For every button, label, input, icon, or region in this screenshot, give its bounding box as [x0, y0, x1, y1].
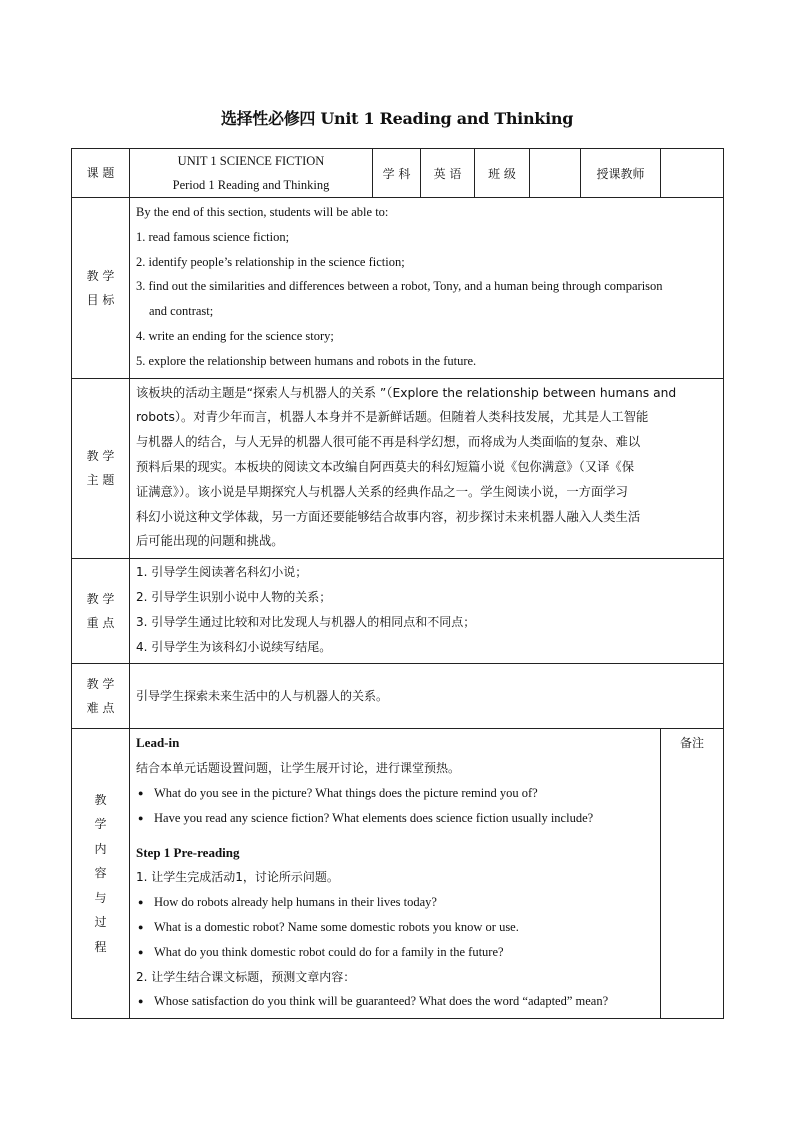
- theme-line: 与机器人的结合，与人无异的机器人很可能不再是科学幻想，而将成为人类面临的复杂、难以: [136, 435, 641, 450]
- teacher-value: [661, 149, 724, 198]
- process-label-char: 与: [94, 890, 107, 905]
- difficulty-text: 引导学生探索未来生活中的人与机器人的关系。: [136, 688, 389, 703]
- process-label-char: 程: [94, 939, 107, 954]
- objectives-label: [72, 198, 130, 379]
- process-label-char: 教: [94, 792, 107, 807]
- objective-item-continued: and contrast;: [149, 304, 214, 319]
- step1-title: Step 1 Pre-reading: [136, 844, 240, 860]
- remark-cell: [661, 729, 724, 1019]
- objectives-label-line2: 目 标: [86, 292, 115, 307]
- class-value: [530, 149, 581, 198]
- keypoints-label-line1: 教 学: [86, 592, 115, 607]
- process-row: [72, 729, 724, 1019]
- objectives-label-line1: 教 学: [86, 268, 115, 283]
- theme-content: [130, 378, 724, 559]
- keypoint-item: 3. 引导学生通过比较和对比发现人与机器人的相同点和不同点；: [136, 614, 476, 629]
- theme-label-line1: 教 学: [86, 449, 115, 464]
- leadin-bullet: ● What do you see in the picture? What things does the picture remind you of?: [136, 781, 654, 806]
- keypoint-item: 4. 引导学生为该科幻小说续写结尾。: [136, 639, 332, 654]
- step1-bullet: ● How do robots already help humans in their lives today?: [136, 890, 654, 915]
- theme-line: 科幻小说这种文学体裁，另一方面还要能够结合故事内容，初步探讨未来机器人融入人类生活: [136, 509, 641, 524]
- remark-label: 备注: [679, 736, 704, 751]
- objective-item: 5. explore the relationship between humans and robots in the future.: [136, 353, 477, 368]
- objective-item: 4. write an ending for the science story;: [136, 328, 334, 343]
- process-label-char: 容: [94, 866, 107, 881]
- leadin-title: Lead-in: [136, 735, 180, 751]
- course-line2: Period 1 Reading and Thinking: [172, 178, 330, 192]
- theme-label-line2: 主 题: [86, 473, 115, 488]
- theme-label: [72, 378, 130, 559]
- leadin-bullet: ● Have you read any science fiction? What elements does science fiction usually include?: [136, 806, 654, 831]
- difficulty-label: [72, 664, 130, 729]
- process-label: [72, 729, 130, 1019]
- difficulty-row: [72, 664, 724, 729]
- step1-item: 2. 让学生结合课文标题，预测文章内容：: [136, 969, 356, 984]
- keypoints-label-line2: 重 点: [86, 616, 115, 631]
- process-content: [130, 729, 661, 1019]
- leadin-intro: 结合本单元话题设置问题，让学生展开讨论，进行课堂预热。: [136, 761, 461, 776]
- objectives-row: [72, 198, 724, 379]
- objective-item: 2. identify people’s relationship in the science fiction;: [136, 254, 405, 269]
- theme-line: 后可能出现的问题和挑战。: [136, 534, 284, 549]
- keypoints-content: [130, 559, 724, 664]
- theme-line: 预料后果的现实。本板块的阅读文本改编自阿西莫夫的科幻短篇小说《包你满意》（又译《保: [136, 459, 635, 474]
- step1-bullet: ● What is a domestic robot? Name some domestic robots you know or use.: [136, 915, 654, 940]
- theme-line: 证满意》）。该小说是早期探究人与机器人关系的经典作品之一。学生阅读小说，一方面学习: [136, 484, 628, 499]
- objective-item: 3. find out the similarities and differences between a robot, Tony, and a human being through comparison: [136, 279, 663, 294]
- subject-label: 学 科: [373, 149, 421, 198]
- process-label-char: 过: [94, 915, 107, 930]
- objectives-content: [130, 198, 724, 379]
- process-label-char: 学: [94, 817, 107, 832]
- keypoint-item: 2. 引导学生识别小说中人物的关系；: [136, 589, 332, 604]
- subject-value: 英 语: [421, 149, 475, 198]
- course-label: 课 题: [72, 149, 130, 198]
- keypoint-item: 1. 引导学生阅读著名科幻小说；: [136, 565, 308, 580]
- difficulty-label-line2: 难 点: [86, 701, 115, 716]
- theme-line: 该板块的活动主题是“探索人与机器人的关系 ”（Explore the relationship between humans and: [136, 385, 677, 400]
- difficulty-label-line1: 教 学: [86, 677, 115, 692]
- course-line1: UNIT 1 SCIENCE FICTION: [177, 154, 325, 168]
- page-title: 选择性必修四 Unit 1 Reading and Thinking: [220, 109, 574, 128]
- theme-row: [72, 378, 724, 559]
- teacher-label: 授课教师: [581, 149, 661, 198]
- step1-bullet: ● Whose satisfaction do you think will be guaranteed? What does the word “adapted” mean?: [136, 989, 654, 1014]
- difficulty-content: [130, 664, 724, 729]
- keypoints-label: [72, 559, 130, 664]
- process-label-char: 内: [94, 841, 107, 856]
- step1-item: 1. 让学生完成活动1，讨论所示问题。: [136, 870, 339, 885]
- keypoints-row: [72, 559, 724, 664]
- lesson-plan-table: [71, 148, 724, 1019]
- objective-item: 1. read famous science fiction;: [136, 229, 290, 244]
- header-row: [72, 149, 724, 198]
- theme-line: robots）。对青少年而言，机器人本身并不是新鲜话题。但随着人类科技发展，尤其是人工智能: [136, 410, 649, 425]
- step1-bullet: ● What do you think domestic robot could do for a family in the future?: [136, 940, 654, 965]
- objectives-intro: By the end of this section, students will be able to:: [136, 205, 389, 219]
- course-cell: [130, 149, 373, 198]
- class-label: 班 级: [475, 149, 530, 198]
